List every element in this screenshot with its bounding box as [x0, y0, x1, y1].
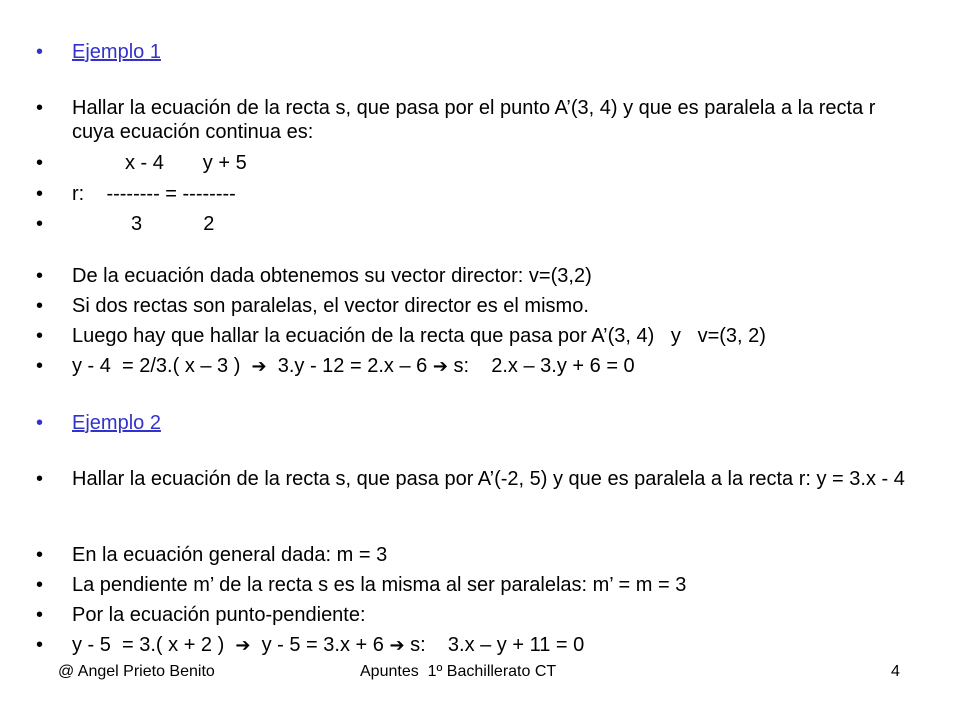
arrow-right-icon: ➔: [251, 356, 267, 377]
bullet: •: [36, 183, 44, 205]
bullet: •: [36, 41, 44, 63]
example-1-step-2: Si dos rectas son paralelas, el vector director es el mismo.: [72, 295, 589, 317]
bullet: •: [36, 604, 44, 626]
fraction-bars: r: -------- = --------: [72, 183, 236, 205]
arrow-right-icon: ➔: [389, 635, 405, 656]
bullet: •: [36, 97, 44, 119]
bullet: •: [36, 325, 44, 347]
fraction-denominators: 3 2: [131, 213, 215, 235]
fraction-numerators: x - 4 y + 5: [125, 152, 247, 174]
result-part-b: 3.y - 12 = 2.x – 6: [266, 355, 433, 377]
footer-author: @ Angel Prieto Benito: [58, 663, 215, 680]
example-1-step-1: De la ecuación dada obtenemos su vector director: v=(3,2): [72, 265, 592, 287]
bullet: •: [36, 213, 44, 235]
example-2-result: [72, 633, 584, 658]
example-2-step-3: Por la ecuación punto-pendiente:: [72, 604, 366, 626]
example-2-heading: Ejemplo 2: [72, 412, 161, 434]
bullet: •: [36, 355, 44, 377]
example-2-step-2: La pendiente m’ de la recta s es la misma al ser paralelas: m’ = m = 3: [72, 574, 687, 596]
bullet: •: [36, 412, 44, 434]
result-part-b: y - 5 = 3.x + 6: [250, 634, 390, 656]
result-part-a: y - 5 = 3.( x + 2 ): [72, 634, 236, 656]
example-2-step-1: En la ecuación general dada: m = 3: [72, 544, 388, 566]
bullet: •: [36, 152, 44, 174]
bullet: •: [36, 574, 44, 596]
bullet: •: [36, 634, 44, 656]
footer-course: Apuntes 1º Bachillerato CT: [360, 663, 557, 680]
bullet: •: [36, 544, 44, 566]
example-1-heading: Ejemplo 1: [72, 41, 161, 63]
example-1-statement: Hallar la ecuación de la recta s, que pasa por el punto A’(3, 4) y que es paralela a la recta r cuya ecuación continua es:: [72, 97, 876, 143]
bullet: •: [36, 295, 44, 317]
result-part-a: y - 4 = 2/3.( x – 3 ): [72, 355, 252, 377]
arrow-right-icon: ➔: [432, 356, 448, 377]
footer-page-number: 4: [891, 663, 900, 680]
example-1-result: [72, 354, 635, 379]
example-1-step-3: Luego hay que hallar la ecuación de la recta que pasa por A’(3, 4) y v=(3, 2): [72, 325, 766, 347]
bullet: •: [36, 265, 44, 287]
example-2-statement: Hallar la ecuación de la recta s, que pasa por A’(-2, 5) y que es paralela a la recta r: y = 3.x - 4: [72, 468, 905, 490]
arrow-right-icon: ➔: [235, 635, 251, 656]
bullet: •: [36, 468, 44, 490]
result-part-c: s: 2.x – 3.y + 6 = 0: [447, 355, 635, 377]
result-part-c: s: 3.x – y + 11 = 0: [404, 634, 585, 656]
